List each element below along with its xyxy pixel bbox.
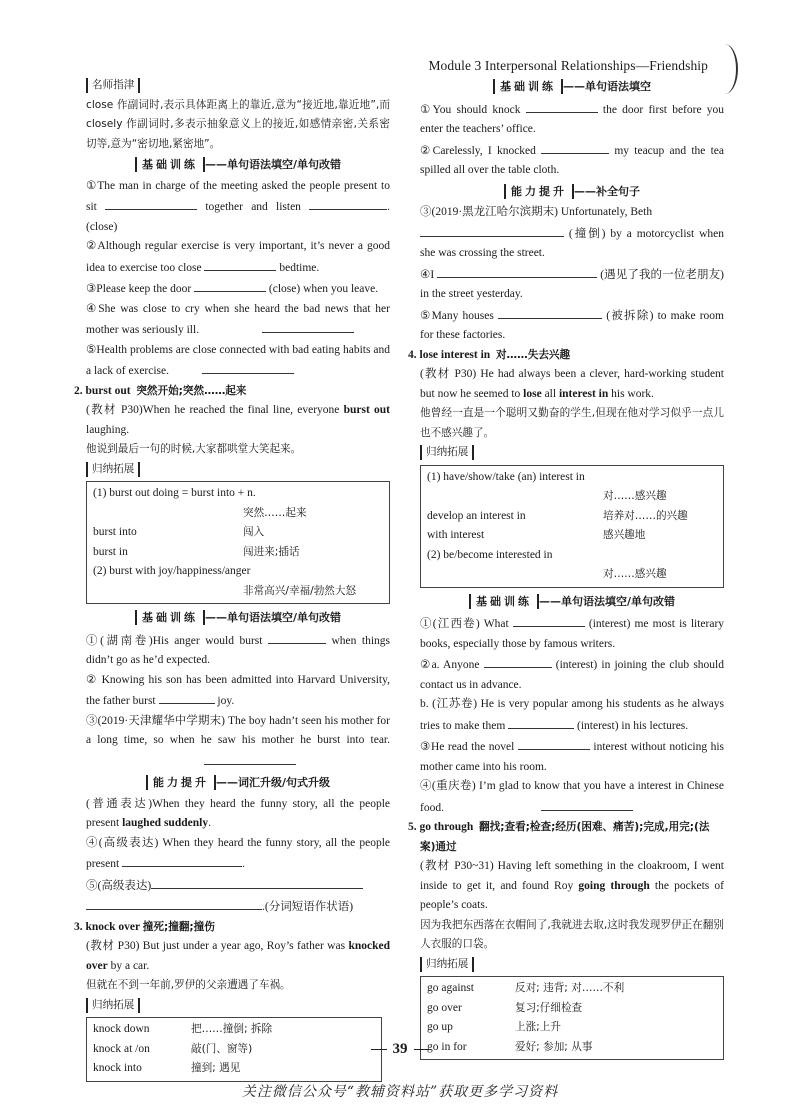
answer-blank[interactable] bbox=[105, 196, 197, 210]
answer-blank[interactable] bbox=[159, 690, 215, 704]
exercise-item: ②Carelessly, I knocked my teacup and the tea spilled all over the table cloth. bbox=[420, 140, 724, 181]
module-title: Module 3 Interpersonal Relationships—Friendship bbox=[428, 58, 708, 73]
tip-tag: 名师指津 bbox=[86, 78, 140, 93]
exercise-item: b. (江苏卷) He is very popular among his students as he always tries to make them (interest) in his lectures. bbox=[420, 698, 724, 732]
translation: 他说到最后一句的时候,大家都哄堂大笑起来。 bbox=[86, 443, 302, 455]
exercise-item: ①(湖南卷)His anger would burst when things didn’t go as he’d expected. bbox=[86, 630, 390, 671]
section-heading: 基础训练 ——单句语法填空/单句改错 bbox=[86, 155, 390, 176]
extension-tag: 归纳拓展 bbox=[420, 957, 474, 972]
answer-blank[interactable] bbox=[541, 140, 609, 154]
exercise-item: ④(高级表达) When they heard the funny story, all the people present . bbox=[86, 836, 390, 870]
translation: 但就在不到一年前,罗伊的父亲遭遇了车祸。 bbox=[86, 979, 291, 991]
exercise-item: ⑤Health problems are close connected with bad eating habits and a lack of exercise. bbox=[86, 343, 390, 377]
section-heading: 能力提升 ——词汇升级/句式升级 bbox=[86, 773, 390, 794]
entry-heading: 2. burst out 突然开始;突然……起来 bbox=[74, 384, 247, 397]
exercise-item: ②a. Anyone (interest) in joining the club should contact us in advance. bbox=[420, 654, 724, 695]
translation: 因为我把东西落在衣帽间了,我就进去取,这时我发现罗伊正在翻别人衣服的口袋。 bbox=[420, 918, 724, 950]
footer-note: 关注微信公众号“教辅资料站”获取更多学习资料 bbox=[241, 1084, 559, 1100]
answer-blank[interactable] bbox=[508, 715, 574, 729]
exercise-item: ②Although regular exercise is very important, it’s never a good idea to exercise too close bedtime. bbox=[86, 240, 390, 274]
answer-blank[interactable] bbox=[122, 853, 242, 867]
left-column bbox=[74, 76, 391, 1086]
exercise-item: ③(2019·黑龙江哈尔滨期末) Unfortunately, Beth (撞倒) by a motorcyclist when she was crossing the street. bbox=[420, 206, 724, 259]
exercise-item: ③Please keep the door (close) when you leave. bbox=[86, 278, 390, 300]
extension-tag: 归纳拓展 bbox=[420, 445, 474, 460]
exercise-item: ② Knowing his son has been admitted into Harvard University, the father burst joy. bbox=[86, 673, 390, 707]
extension-box: go against 反对; 违背; 对……不利 go over 复习;仔细检查 go up 上涨;上升 go in for 爱好; 参加; 从事 bbox=[420, 976, 724, 1060]
tip-text: close 作副词时,表示具体距离上的靠近,意为“接近地,靠近地”,而 closely 作副词时,多表示抽象意义上的接近,如感情亲密,关系密切等,意为“密切地,紧密地”。 bbox=[86, 98, 390, 150]
exercise-item: ④I (遇见了我的一位老朋友) in the street yesterday. bbox=[420, 264, 724, 305]
answer-blank[interactable] bbox=[498, 305, 602, 319]
answer-blank[interactable] bbox=[437, 264, 597, 278]
answer-blank[interactable] bbox=[151, 875, 363, 889]
answer-blank[interactable] bbox=[309, 196, 387, 210]
answer-blank[interactable] bbox=[541, 797, 633, 811]
page-number: 39 bbox=[0, 1040, 800, 1060]
answer-blank[interactable] bbox=[268, 630, 326, 644]
entry-heading: 4. lose interest in 对……失去兴趣 bbox=[408, 348, 571, 361]
extension-box: knock down 把……撞倒; 拆除 knock at /on 敲(门、窗等) knock into 撞到; 遇见 bbox=[86, 1017, 382, 1082]
answer-blank[interactable] bbox=[262, 319, 354, 333]
extension-box: (1) burst out doing = burst into + n. 突然……起来 burst into 闯入 burst in 闯进来;插话 (2) burst with joy/happiness/anger 非常高兴/幸福/勃然大怒 bbox=[86, 481, 390, 604]
exercise-item: ⑤(高级表达) .(分词短语作状语) bbox=[86, 875, 390, 918]
textbook-example: (教材 P30~31) Having left something in the cloakroom, I went inside to get it, and found Roy going through the pockets of people’s coats. bbox=[420, 860, 724, 911]
answer-blank[interactable] bbox=[484, 654, 552, 668]
exercise-item: ④(重庆卷) I’m glad to know that you have a interest in Chinese food. bbox=[420, 780, 724, 814]
textbook-example: (教材 P30)When he reached the final line, everyone burst out laughing. bbox=[86, 404, 390, 436]
entry-heading: 5. go through 翻找;查看;检查;经历(困难、痛苦);完成,用完;(法案)通过 bbox=[408, 821, 710, 853]
translation: 他曾经一直是一个聪明又勤奋的学生,但现在他对学习似乎一点儿也不感兴趣了。 bbox=[420, 407, 724, 439]
exercise-item: ①(江西卷) What (interest) me most is literary books, especially those by famous writers. bbox=[420, 613, 724, 654]
section-heading: 基础训练 ——单句语法填空/单句改错 bbox=[86, 608, 390, 629]
answer-blank[interactable] bbox=[513, 613, 585, 627]
section-heading: 基础训练 ——单句语法填空/单句改错 bbox=[420, 592, 724, 613]
extension-box: (1) have/show/take (an) interest in 对……感兴趣 develop an interest in 培养对……的兴趣 with interest 感兴趣地 (2) be/become interested in 对……感兴趣 bbox=[420, 465, 724, 588]
answer-blank[interactable] bbox=[518, 736, 590, 750]
textbook-example: (教材 P30) He had always been a clever, hard-working student but now he seemed to lose all interest in his work. bbox=[420, 368, 724, 400]
exercise-item: ①You should knock the door first before you enter the teachers’ office. bbox=[420, 99, 724, 140]
right-column bbox=[408, 76, 725, 1064]
answer-blank[interactable] bbox=[202, 360, 294, 374]
exercise-item: ⑤Many houses (被拆除) to make room for these factories. bbox=[420, 305, 724, 346]
exercise-item: ①The man in charge of the meeting asked the people present to sit together and listen . (close) bbox=[86, 179, 391, 233]
exercise-item: ③(2019·天津耀华中学期末) The boy hadn’t seen his mother for a long time, so when he saw his mother he burst into tear. bbox=[86, 712, 390, 773]
exercise-item: ③He read the novel interest without noticing his mother came into his room. bbox=[420, 736, 724, 777]
answer-blank[interactable] bbox=[194, 278, 266, 292]
extension-tag: 归纳拓展 bbox=[86, 462, 140, 477]
exercise-item: ④She was close to cry when she heard the bad news that her mother was seriously ill. bbox=[86, 302, 390, 336]
answer-blank[interactable] bbox=[204, 257, 276, 271]
extension-tag: 归纳拓展 bbox=[86, 998, 140, 1013]
answer-blank[interactable] bbox=[526, 99, 598, 113]
page-header bbox=[0, 40, 800, 80]
answer-blank[interactable] bbox=[420, 223, 564, 237]
answer-blank[interactable] bbox=[204, 751, 296, 765]
textbook-example: (教材 P30) But just under a year ago, Roy’s father was knocked over by a car. bbox=[86, 940, 390, 972]
entry-heading: 3. knock over 撞死;撞翻;撞伤 bbox=[74, 920, 215, 933]
section-heading: 基础训练 ——单句语法填空 bbox=[420, 77, 724, 98]
section-heading: 能力提升 ——补全句子 bbox=[420, 182, 724, 203]
answer-blank[interactable] bbox=[86, 896, 262, 910]
normal-expression: (普通表达)When they heard the funny story, all the people present laughed suddenly. bbox=[86, 797, 390, 829]
